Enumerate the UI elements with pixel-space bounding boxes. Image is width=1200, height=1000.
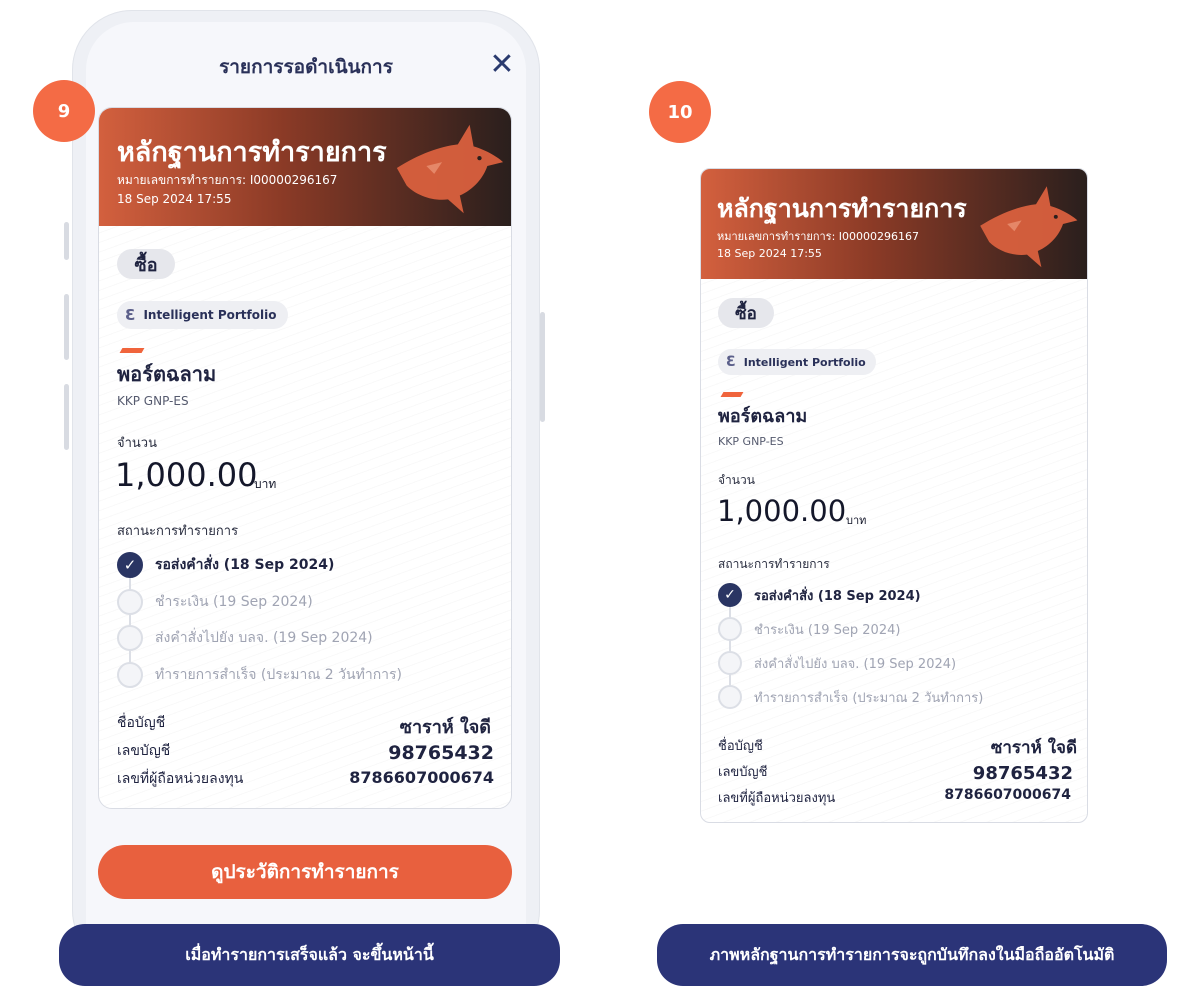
portfolio-badge xyxy=(718,349,876,375)
check-circle-icon: ✓ xyxy=(718,583,742,607)
status-step-pending xyxy=(117,662,402,688)
transaction-datetime: 18 Sep 2024 17:55 xyxy=(117,192,232,206)
status-step-done xyxy=(117,552,334,578)
receipt-card xyxy=(98,107,512,809)
status-step-pending xyxy=(117,589,313,615)
transaction-type-badge: ซื้อ xyxy=(718,298,774,328)
status-step-label: ส่งคำสั่งไปยัง บลจ. (19 Sep 2024) xyxy=(155,630,373,646)
status-step-done xyxy=(718,583,921,607)
portfolio-badge-label: Intelligent Portfolio xyxy=(743,355,866,369)
fund-code: KKP GNP-ES xyxy=(117,394,189,408)
portfolio-logo-icon: Ɛ xyxy=(726,354,736,370)
amount-value: 1,000.00 xyxy=(717,494,847,528)
status-step-label: ทำรายการสำเร็จ (ประมาณ 2 วันทำการ) xyxy=(754,690,984,706)
portfolio-badge-label: Intelligent Portfolio xyxy=(143,308,277,322)
amount-unit: บาท xyxy=(846,514,867,527)
status-step-pending xyxy=(718,685,983,709)
transaction-ref: หมายเลขการทำรายการ: I00000296167 xyxy=(117,173,338,187)
holder-number-label: เลขที่ผู้ถือหน่วยลงทุน xyxy=(117,771,244,787)
empty-circle-icon xyxy=(718,685,742,709)
empty-circle-icon xyxy=(718,617,742,641)
account-name-value: ซาราห์ ใจดี xyxy=(399,717,491,738)
receipt-title: หลักฐานการทำรายการ xyxy=(717,194,967,223)
step-caption: ภาพหลักฐานการทำรายการจะถูกบันทึกลงในมือถืออัตโนมัติ xyxy=(657,924,1167,986)
empty-circle-icon xyxy=(117,662,143,688)
portfolio-badge xyxy=(117,301,288,329)
amount-label: จำนวน xyxy=(117,436,157,451)
receipt-header xyxy=(99,108,511,226)
status-step-label: ชำระเงิน (19 Sep 2024) xyxy=(155,594,313,610)
receipt-title: หลักฐานการทำรายการ xyxy=(117,137,387,168)
close-icon[interactable]: ✕ xyxy=(489,47,515,82)
holder-number-value: 8786607000674 xyxy=(349,768,494,787)
transaction-ref: หมายเลขการทำรายการ: I00000296167 xyxy=(717,230,920,243)
fund-code: KKP GNP-ES xyxy=(718,435,784,448)
status-step-label: รอส่งคำสั่ง (18 Sep 2024) xyxy=(754,588,921,604)
fund-name: พอร์ตฉลาม xyxy=(117,362,217,386)
phone-side-button xyxy=(64,384,69,450)
status-step-label: ชำระเงิน (19 Sep 2024) xyxy=(754,622,901,638)
amount-label: จำนวน xyxy=(718,473,755,487)
status-step-label: รอส่งคำสั่ง (18 Sep 2024) xyxy=(155,557,335,573)
empty-circle-icon xyxy=(718,651,742,675)
status-label: สถานะการทำรายการ xyxy=(718,557,830,571)
step-number-badge: 9 xyxy=(33,80,95,142)
check-circle-icon: ✓ xyxy=(117,552,143,578)
step-number-badge: 10 xyxy=(649,81,711,143)
phone-side-button xyxy=(64,222,69,260)
step-caption: เมื่อทำรายการเสร็จแล้ว จะขึ้นหน้านี้ xyxy=(59,924,560,986)
status-step-label: ทำรายการสำเร็จ (ประมาณ 2 วันทำการ) xyxy=(155,667,403,683)
shark-logo-icon xyxy=(973,175,1081,273)
fund-name: พอร์ตฉลาม xyxy=(718,406,808,427)
account-number-value: 98765432 xyxy=(972,763,1073,784)
account-number-label: เลขบัญชี xyxy=(117,743,171,759)
holder-number-label: เลขที่ผู้ถือหน่วยลงทุน xyxy=(718,791,836,806)
account-name-label: ชื่อบัญชี xyxy=(117,715,166,731)
shark-logo-icon xyxy=(389,114,507,218)
status-step-pending xyxy=(718,617,900,641)
page-title: รายการรอดำเนินการ xyxy=(219,56,393,78)
account-name-value: ซาราห์ ใจดี xyxy=(990,738,1077,758)
status-step-pending xyxy=(117,625,373,651)
amount-value: 1,000.00 xyxy=(115,456,258,494)
account-number-value: 98765432 xyxy=(388,742,494,764)
account-name-label: ชื่อบัญชี xyxy=(718,739,763,754)
phone-side-button xyxy=(64,294,69,360)
phone-side-button xyxy=(540,312,545,422)
amount-unit: บาท xyxy=(254,477,277,491)
receipt-header xyxy=(701,169,1087,279)
brand-accent-dash xyxy=(721,392,744,397)
transaction-type-badge: ซื้อ xyxy=(117,249,175,279)
account-number-label: เลขบัญชี xyxy=(718,765,768,780)
holder-number-value: 8786607000674 xyxy=(944,787,1071,803)
status-step-label: ส่งคำสั่งไปยัง บลจ. (19 Sep 2024) xyxy=(754,656,957,672)
view-history-button[interactable]: ดูประวัติการทำรายการ xyxy=(98,845,512,899)
status-step-pending xyxy=(718,651,956,675)
saved-receipt-image xyxy=(700,168,1088,823)
transaction-datetime: 18 Sep 2024 17:55 xyxy=(717,247,822,260)
portfolio-logo-icon: Ɛ xyxy=(125,306,136,324)
empty-circle-icon xyxy=(117,625,143,651)
empty-circle-icon xyxy=(117,589,143,615)
status-label: สถานะการทำรายการ xyxy=(117,524,239,539)
brand-accent-dash xyxy=(120,348,145,353)
